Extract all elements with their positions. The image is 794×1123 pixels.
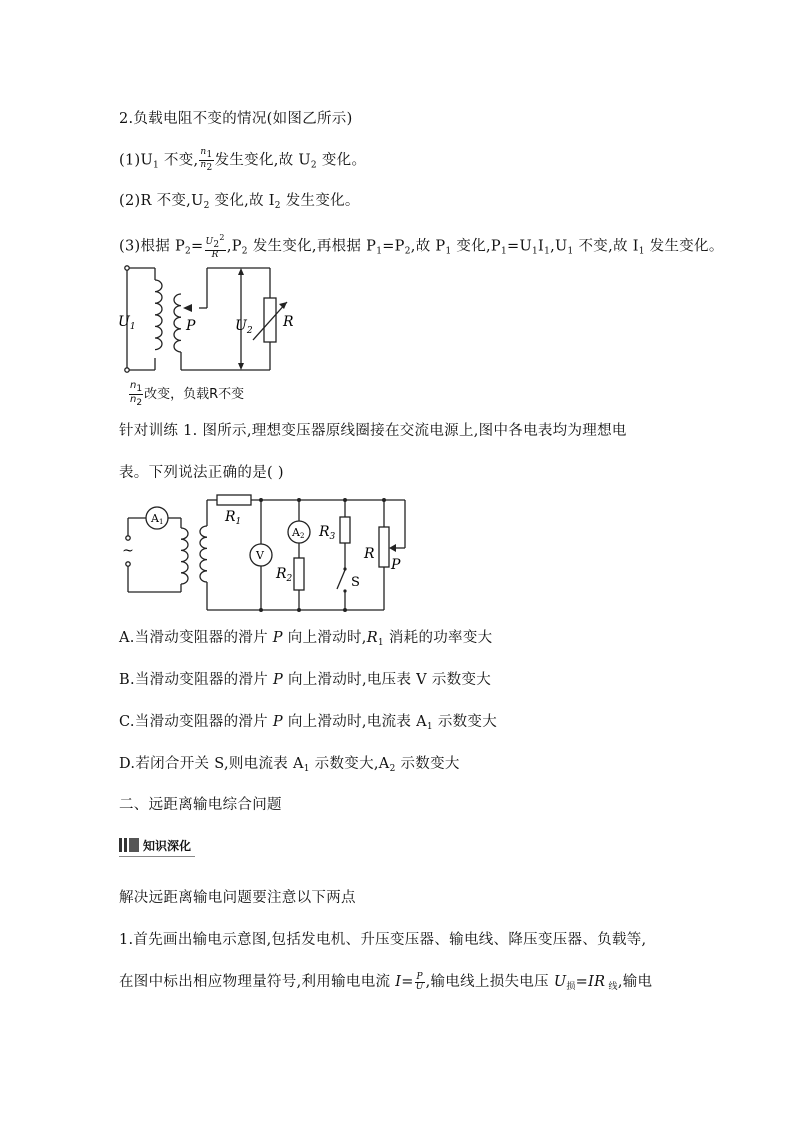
intro-text: 解决远距离输电问题要注意以下两点 — [119, 890, 356, 906]
switch-s-label: S — [351, 575, 360, 590]
ammeter-a2-label: A — [292, 526, 300, 539]
exercise-line-1: 针对训练 1. 图所示,理想变压器原线圈接在交流电源上,图中各电表均为理想电 — [119, 423, 627, 439]
label-p: P — [186, 318, 196, 334]
item-1: $(1)U_1$ 不变, $\frac{n_1}{n_2}$ 发生变化,故 $U_2$ 变化。 — [119, 147, 367, 173]
svg-text:R3: $R_3$ — [319, 524, 336, 542]
r1-label: R — [225, 509, 236, 525]
rheostat-r-label: R — [364, 546, 375, 562]
circuit-figure-2 — [115, 492, 415, 617]
figure-1-caption: $\frac{n_1}{n_2}$ 改变，负载R不变 — [130, 380, 245, 408]
item-2: (2)R 不变$,U_2$ 变化,故 $I_2$ 发生变化。 — [119, 193, 360, 211]
slider-p-label: P — [391, 557, 401, 573]
point-1-line-1: 1.首先画出输电示意图,包括发电机、升压变压器、输电线、降压变压器、负载等, — [119, 932, 647, 948]
r2-label: R — [276, 566, 287, 582]
tag-divider — [119, 856, 195, 857]
fraction-n1-n2: $\frac{n_1}{n_2}$ — [200, 147, 213, 173]
option-b: B.当滑动变阻器的滑片 P 向上滑动时,电压表 V 示数变大 — [119, 672, 492, 688]
ac-source-symbol: ~ — [122, 543, 134, 559]
label-u1: U — [118, 314, 130, 330]
svg-text:U2: $U_2$ — [235, 318, 253, 336]
ammeter-a1-label: A — [151, 512, 159, 525]
svg-text:R1: $R_1$ — [225, 509, 242, 527]
tag-label: 知识深化 — [143, 838, 192, 853]
item-3: (3)根据 $P_2=$ $\frac{U_2^2}{R}$ $,P_2$ 发生变化,再根据 $P_1=P_2$,故 $P_1$ 变化$,P_1=U_1I_1,U_1$ 不变,故 $I_1$ 发生变化。 — [119, 233, 724, 260]
label-u2: U — [235, 318, 247, 334]
point-1-line-2: 在图中标出相应物理量符号,利用输电电流 I= $\frac{P}{U}$ ,输电线上损失电压 $U_损=IR$ $_线$,输电 — [119, 971, 653, 992]
svg-text:R2: $R_2$ — [276, 566, 293, 584]
fraction-u2-r: $\frac{U_2^2}{R}$ — [205, 233, 225, 260]
option-d: D.若闭合开关 S,则电流表 $A_1$ 示数变大$,A_2$ 示数变大 — [119, 756, 460, 774]
label-r: R — [283, 314, 294, 330]
option-c: C.当滑动变阻器的滑片 P 向上滑动时,电流表 $A_1$ 示数变大 — [119, 714, 498, 732]
r3-label: R — [319, 524, 330, 540]
exercise-line-2: 表。下列说法正确的是( ) — [119, 465, 284, 481]
svg-text:U1: $U_1$ — [118, 314, 136, 332]
knowledge-tag — [119, 836, 191, 854]
bars-icon — [119, 838, 139, 852]
part-2-title: 二、远距离输电综合问题 — [119, 797, 282, 813]
svg-text:A2: A2 — [292, 526, 305, 540]
option-a: A.当滑动变阻器的滑片 P 向上滑动时$,R_1$ 消耗的功率变大 — [119, 630, 493, 648]
voltmeter-label: V — [256, 549, 264, 562]
section-title: 2.负载电阻不变的情况(如图乙所示) — [119, 111, 353, 127]
svg-text:A1: A1 — [151, 512, 164, 526]
